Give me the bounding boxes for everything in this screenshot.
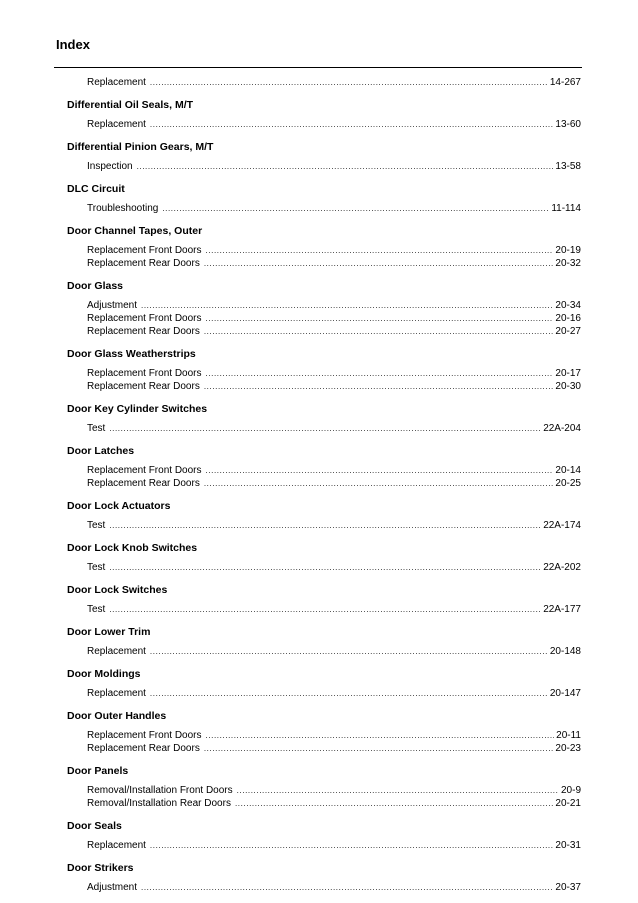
index-topic: [67, 182, 581, 215]
index-topics: [67, 98, 581, 894]
index-entry: [67, 687, 581, 700]
index-topic: [67, 347, 581, 393]
index-topic: [67, 667, 581, 700]
entry-label: Removal/Installation Front Doors: [87, 785, 233, 796]
index-topic: [67, 98, 581, 131]
index-entry: [67, 257, 581, 270]
entry-page-number: 22A-177: [543, 604, 581, 615]
index-entry: [67, 881, 581, 894]
dot-leader: [204, 380, 554, 393]
dot-leader: [150, 645, 548, 658]
topic-heading: Door Glass Weatherstrips: [67, 348, 196, 360]
index-entry: [67, 477, 581, 490]
dot-leader: [162, 202, 549, 215]
entry-page-number: 20-11: [556, 730, 581, 741]
index-topic: [67, 541, 581, 574]
index-topic: [67, 224, 581, 270]
topic-heading: Door Lock Switches: [67, 584, 168, 596]
index-entry: [67, 464, 581, 477]
header-divider: [54, 67, 582, 68]
index-topic: [67, 444, 581, 490]
index-entry: [67, 742, 581, 755]
index-entry: [67, 160, 581, 173]
dot-leader: [206, 244, 554, 257]
dot-leader: [109, 519, 541, 532]
topic-heading: Differential Pinion Gears, M/T: [67, 141, 214, 153]
entry-page-number: 20-27: [555, 326, 581, 337]
entry-page-number: 20-148: [549, 646, 581, 657]
topic-heading: Differential Oil Seals, M/T: [67, 99, 194, 111]
topic-heading: Door Key Cylinder Switches: [67, 403, 208, 415]
entry-label: Test: [87, 604, 106, 615]
entry-page-number: 20-37: [555, 882, 581, 893]
index-entry: [67, 519, 581, 532]
entry-label: Replacement Rear Doors: [87, 381, 200, 392]
index-entry: [67, 784, 581, 797]
index-entry: [67, 603, 581, 616]
index-topic: [67, 402, 581, 435]
index-entry: [67, 645, 581, 658]
dot-leader: [204, 742, 554, 755]
index-entry: [67, 422, 581, 435]
entry-label: Replacement Front Doors: [87, 730, 202, 741]
entry-page-number: 20-31: [555, 840, 581, 851]
entry-label: Replacement Rear Doors: [87, 743, 200, 754]
entry-label: Test: [87, 520, 106, 531]
entry-page-number: 20-9: [560, 785, 581, 796]
index-entry: [67, 202, 581, 215]
topic-heading: Door Moldings: [67, 668, 141, 680]
topic-heading: Door Seals: [67, 820, 122, 832]
index-entry: [67, 797, 581, 810]
dot-leader: [235, 797, 553, 810]
entry-page-number: 20-16: [555, 313, 581, 324]
dot-leader: [237, 784, 559, 797]
index-entry: [67, 299, 581, 312]
entry-page-number: 20-25: [555, 478, 581, 489]
entry-label: Inspection: [87, 161, 133, 172]
entry-label: Replacement: [87, 77, 146, 88]
entry-label: Replacement Front Doors: [87, 368, 202, 379]
entry-label: Test: [87, 562, 106, 573]
dot-leader: [206, 729, 555, 742]
entry-label: Replacement: [87, 119, 146, 130]
entry-page-number: 13-58: [555, 161, 581, 172]
index-topic: [67, 499, 581, 532]
topic-heading: Door Strikers: [67, 862, 134, 874]
entry-page-number: 22A-202: [543, 562, 581, 573]
index-topic: [67, 140, 581, 173]
page-title: Index: [56, 37, 90, 52]
index-topic: [67, 819, 581, 852]
index-topic: [67, 764, 581, 810]
entry-page-number: 20-19: [555, 245, 581, 256]
entry-label: Adjustment: [87, 300, 138, 311]
entry-page-number: 22A-174: [543, 520, 581, 531]
topic-heading: Door Lock Knob Switches: [67, 542, 198, 554]
topic-heading: Door Outer Handles: [67, 710, 167, 722]
entry-label: Replacement Front Doors: [87, 245, 202, 256]
dot-leader: [204, 325, 554, 338]
entry-page-number: 20-147: [549, 688, 581, 699]
dot-leader: [150, 118, 554, 131]
dot-leader: [109, 603, 541, 616]
dot-leader: [150, 76, 548, 89]
index-entry: [67, 244, 581, 257]
topic-heading: Door Lower Trim: [67, 626, 151, 638]
dot-leader: [150, 839, 554, 852]
index-topic: [67, 279, 581, 338]
entry-page-number: 13-60: [555, 119, 581, 130]
entry-label: Troubleshooting: [87, 203, 159, 214]
entry-label: Replacement Front Doors: [87, 313, 202, 324]
index-entry: [67, 729, 581, 742]
entry-label: Replacement Rear Doors: [87, 478, 200, 489]
entry-page-number: 20-21: [555, 798, 581, 809]
topic-heading: Door Panels: [67, 765, 129, 777]
dot-leader: [206, 367, 554, 380]
dot-leader: [206, 312, 554, 325]
dot-leader: [109, 422, 541, 435]
entry-label: Test: [87, 423, 106, 434]
dot-leader: [204, 257, 554, 270]
entry-label: Removal/Installation Rear Doors: [87, 798, 231, 809]
leading-entries: [67, 76, 581, 89]
dot-leader: [141, 881, 553, 894]
entry-label: Replacement: [87, 840, 146, 851]
index-topic: [67, 861, 581, 894]
index-topic: [67, 625, 581, 658]
entry-page-number: 22A-204: [543, 423, 581, 434]
index-topic: [67, 583, 581, 616]
dot-leader: [109, 561, 541, 574]
index-entry: [67, 312, 581, 325]
index-entry: [67, 325, 581, 338]
entry-label: Replacement: [87, 646, 146, 657]
dot-leader: [206, 464, 554, 477]
entry-page-number: 20-17: [555, 368, 581, 379]
topic-heading: Door Channel Tapes, Outer: [67, 225, 203, 237]
entry-page-number: 20-23: [555, 743, 581, 754]
entry-page-number: 20-32: [555, 258, 581, 269]
entry-label: Adjustment: [87, 882, 138, 893]
topic-heading: DLC Circuit: [67, 183, 125, 195]
index-list: [67, 76, 581, 894]
entry-page-number: 20-34: [555, 300, 581, 311]
dot-leader: [150, 687, 548, 700]
entry-label: Replacement Rear Doors: [87, 326, 200, 337]
entry-page-number: 11-114: [551, 203, 581, 214]
dot-leader: [204, 477, 554, 490]
topic-heading: Door Latches: [67, 445, 135, 457]
index-entry: [67, 76, 581, 89]
entry-label: Replacement Rear Doors: [87, 258, 200, 269]
entry-label: Replacement: [87, 688, 146, 699]
entry-page-number: 20-30: [555, 381, 581, 392]
entry-page-number: 14-267: [549, 77, 581, 88]
topic-heading: Door Glass: [67, 280, 124, 292]
entry-label: Replacement Front Doors: [87, 465, 202, 476]
entry-page-number: 20-14: [555, 465, 581, 476]
index-entry: [67, 118, 581, 131]
dot-leader: [137, 160, 554, 173]
index-entry: [67, 561, 581, 574]
topic-heading: Door Lock Actuators: [67, 500, 171, 512]
index-entry: [67, 367, 581, 380]
index-entry: [67, 839, 581, 852]
index-entry: [67, 380, 581, 393]
index-topic: [67, 709, 581, 755]
dot-leader: [141, 299, 553, 312]
